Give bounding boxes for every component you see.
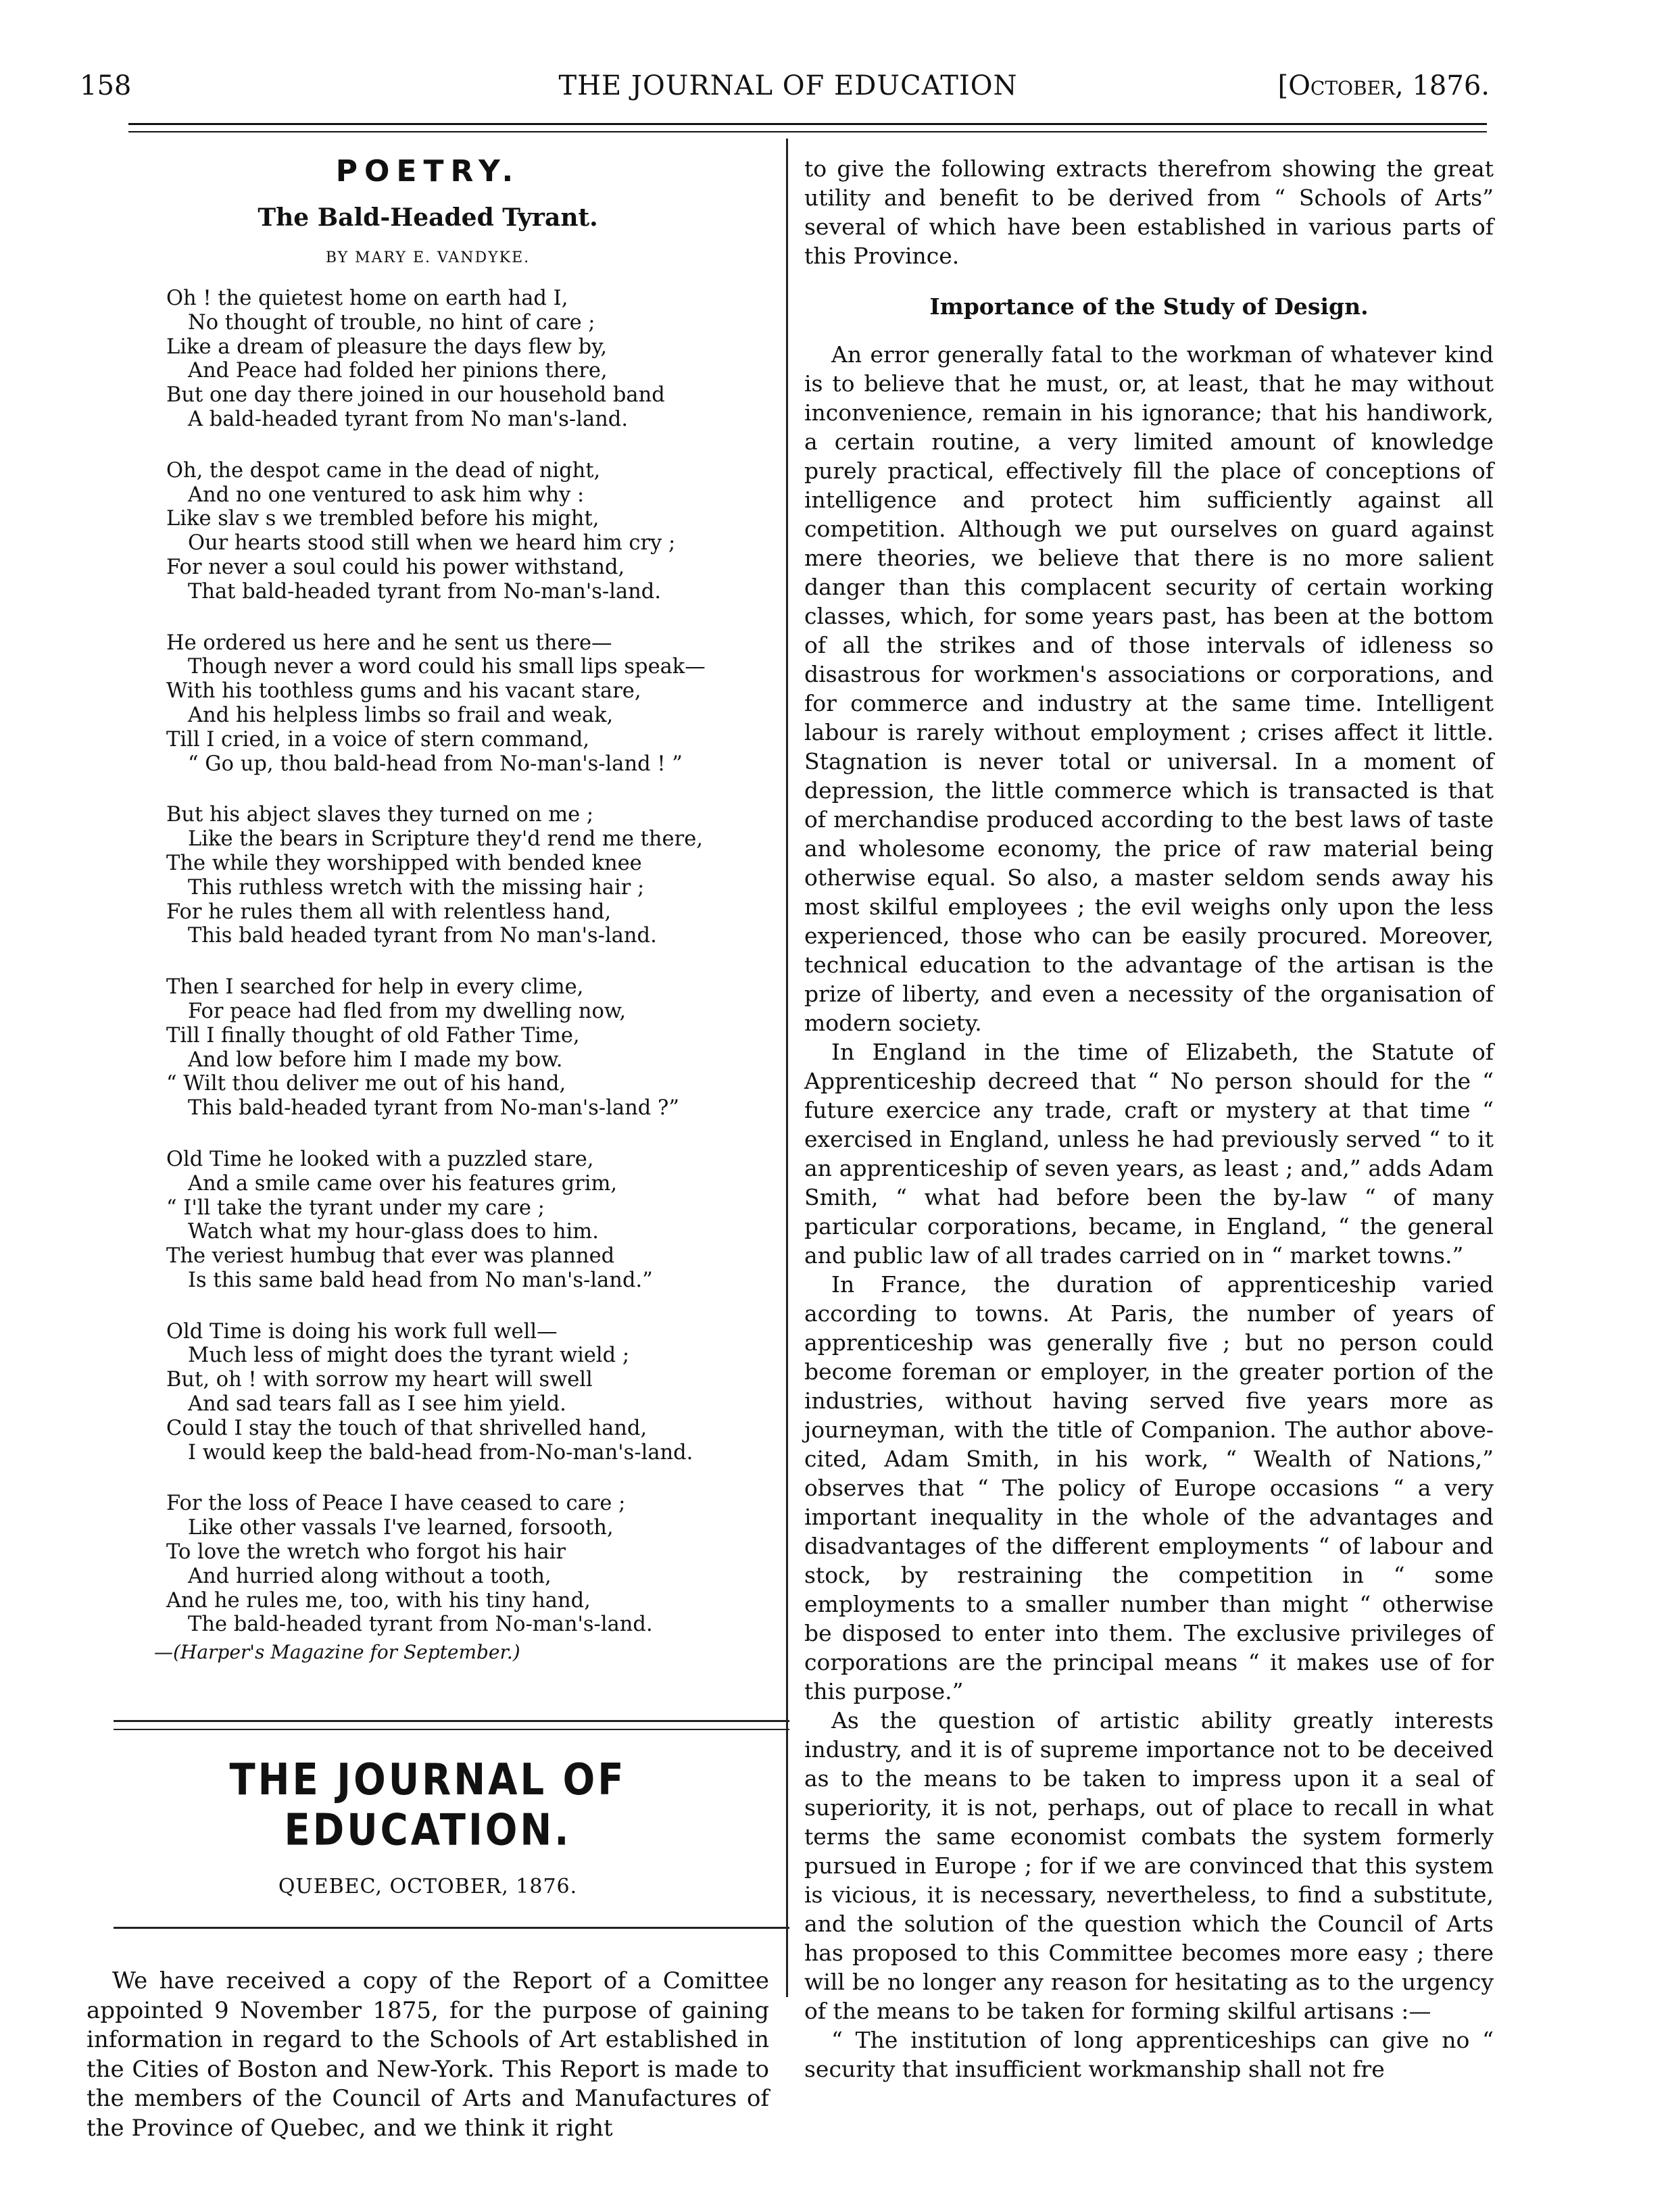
poem-line: And sad tears fall as I see him yield. <box>188 1392 566 1417</box>
poem-line: The veriest humbug that ever was planned <box>166 1244 615 1269</box>
poem-line: But one day there joined in our household band <box>166 383 665 408</box>
poem-line: Is this same bald head from No man's-land.” <box>188 1268 653 1292</box>
poem-line: Like a dream of pleasure the days flew by, <box>166 335 608 359</box>
article-paragraph: As the question of artistic ability greatly interests industry, and it is of supreme importance not to be deceived as to the means to be taken to impress upon it a seal of superiority, it is not, perhaps, out of place to recall in what terms the same economist combats the system formerly pursued in Europe ; for if we are convinced that this system is vicious, it is necessary, nevertheless, to find a substitute, and the solution of the question which the Council of Arts has proposed to this Committee becomes more easy ; there will be no longer any reason for hesitating as to the urgency of the means to be taken for forming skilful artisans :— <box>804 1707 1494 2024</box>
left-column <box>87 154 769 2166</box>
poem-line: Though never a word could his small lips speak— <box>188 655 706 679</box>
poem-line: For peace had fled from my dwelling now, <box>188 999 627 1023</box>
poem-stanza <box>166 1492 769 1637</box>
poem-stanza <box>166 287 769 432</box>
poem-line: And a smile came over his features grim, <box>188 1171 618 1196</box>
poem-line: A bald-headed tyrant from No man's-land. <box>188 407 629 431</box>
continuation-paragraph: to give the following extracts therefrom showing the great utility and benefit to be derived from “ Schools of Arts” several of which have been established in various parts of this Province. <box>804 155 1494 269</box>
poem-line: I would keep the bald-head from-No-man's-land. <box>188 1440 693 1465</box>
poem-line: Much less of might does the tyrant wield ; <box>188 1344 630 1368</box>
poem-line: That bald-headed tyrant from No-man's-land. <box>188 579 662 604</box>
poem-line: Like the bears in Scripture they'd rend me there, <box>188 827 703 852</box>
poem-line: And Peace had folded her pinions there, <box>188 359 608 383</box>
header-rule <box>128 123 1487 125</box>
poem-line: For never a soul could his power withstand, <box>166 555 625 579</box>
header-rule-thin <box>128 131 1487 132</box>
poem-line: “ Go up, thou bald-head from No-man's-land ! ” <box>188 752 683 776</box>
article-paragraph: An error generally fatal to the workman of whatever kind is to believe that he must, or, at least, that he may without inconvenience, remain in his ignorance; that his handiwork, a certain routine, a very limited amount of knowledge purely practical, effectively fill the place of conceptions of intelligence and protect him sufficiently against all competition. Although we put ourselves on guard against mere theories, we believe that there is no more salient danger than this complacent security of certain working classes, which, for some years past, has been at the bottom of all the strikes and of those intervals of idleness so disastrous for workmen's associations or corporations, and for commerce and industry at the same time. Intelligent labour is rarely without employment ; crises affect it little. Stagnation is never total or universal. In a moment of depression, the little commerce which is transacted is that of merchandise produced according to the best laws of taste and wholesome economy, the price of raw material being otherwise equal. So also, a master seldom sends away his most skilful employees ; the evil weighs only upon the less experienced, those who can be easily procured. Moreover, technical education to the advantage of the artisan is the prize of liberty, and even a necessity of the organisation of modern society. <box>804 341 1494 1036</box>
poem-line: No thought of trouble, no hint of care ; <box>188 310 595 335</box>
poem-line: Could I stay the touch of that shrivelled hand, <box>166 1416 647 1440</box>
poem-line: And he rules me, too, with his tiny hand, <box>166 1588 591 1613</box>
section-title: POETRY. <box>335 154 520 189</box>
poem-line: Then I searched for help in every clime, <box>166 975 584 1000</box>
poem-stanza <box>166 1148 769 1293</box>
poem-line: And hurried along without a tooth, <box>188 1564 552 1588</box>
masthead-title: THE JOURNAL OF EDUCATION. <box>229 1754 627 1856</box>
poem-line: Old Time he looked with a puzzled stare, <box>166 1147 594 1171</box>
article-paragraph: “ The institution of long apprenticeships can give no “ security that insufficient workmanship shall not fre <box>804 2027 1494 2082</box>
poem-line: But, oh ! with sorrow my heart will swell <box>166 1368 593 1392</box>
poem-line: For he rules them all with relentless hand, <box>166 900 612 924</box>
article-paragraph: In England in the time of Elizabeth, the Statute of Apprenticeship decreed that “ No person should for the “ future exercice any trade, craft or mystery at that time “ exercised in England, unless he had previously served “ to it an apprenticeship of seven years, as least ; and,” adds Adam Smith, “ what had before been the by-law “ of many particular corporations, became, in England, “ the general and public law of all trades carried on in “ market towns.” <box>804 1039 1494 1269</box>
poem-line: Till I finally thought of old Father Time, <box>166 1023 580 1048</box>
poem-line: Till I cried, in a voice of stern command, <box>166 727 590 752</box>
poem-stanza <box>166 803 769 948</box>
poem-line: With his toothless gums and his vacant stare, <box>166 679 641 704</box>
right-column <box>804 154 1494 2084</box>
article-paragraph: In France, the duration of apprenticeship varied according to towns. At Paris, the number of years of apprenticeship was generally five ; but no person could become foreman or employer, in the greater portion of the industries, without having served five years more as journeyman, with the title of Companion. The author above-cited, Adam Smith, in his work, “ Wealth of Nations,” observes that “ The policy of Europe occasions “ a very important inequality in the whole of the advantages and disadvantages of the different employments “ of labour and stock, by restraining the competition in “ some employments to a smaller number than might “ otherwise be disposed to enter into them. The exclusive privileges of corporations are the principal means “ it makes use of for this purpose.” <box>804 1271 1494 1704</box>
poem-line: But his abject slaves they turned on me ; <box>166 803 594 827</box>
poem-line: Like other vassals I've learned, forsooth, <box>188 1516 614 1540</box>
poem-stanza <box>166 631 769 777</box>
article-heading: Importance of the Study of Design. <box>929 293 1369 320</box>
masthead-rule <box>114 1927 789 1929</box>
poem-line: For the loss of Peace I have ceased to care ; <box>166 1492 626 1516</box>
poem-line: The bald-headed tyrant from No-man's-land. <box>188 1613 653 1637</box>
poem-line: Oh, the despot came in the dead of night, <box>166 458 601 483</box>
poem-stanza <box>166 459 769 604</box>
poem-line: Like slav s we trembled before his might, <box>166 507 599 531</box>
poem-body <box>87 287 769 1637</box>
poem-line: This ruthless wretch with the missing hair ; <box>188 875 645 900</box>
poem-line: To love the wretch who forgot his hair <box>166 1540 566 1565</box>
poem-line: The while they worshipped with bended knee <box>166 851 642 875</box>
poem-title: The Bald-Headed Tyrant. <box>258 203 598 232</box>
poem-stanza <box>166 1320 769 1465</box>
section-divider <box>114 1720 789 1730</box>
poem-line: Our hearts stood still when we heard him cry ; <box>188 531 676 556</box>
poem-stanza <box>166 975 769 1121</box>
column-divider <box>786 139 788 1997</box>
poem-attribution: —(Harper's Magazine for September.) <box>154 1641 520 1664</box>
page-header <box>80 70 1496 118</box>
masthead-dateline: QUEBEC, OCTOBER, 1876. <box>278 1875 578 1899</box>
poem-line: And no one ventured to ask him why : <box>188 483 585 507</box>
poem-line: And low before him I made my bow. <box>188 1048 563 1072</box>
poem-line: He ordered us here and he sent us there— <box>166 631 612 655</box>
poem-author: BY MARY E. VANDYKE. <box>325 249 531 266</box>
running-title: THE JOURNAL OF EDUCATION <box>558 70 1018 101</box>
poem-line: Oh ! the quietest home on earth had I, <box>166 287 568 310</box>
poem-line: “ Wilt thou deliver me out of his hand, <box>166 1072 566 1096</box>
poem-line: “ I'll take the tyrant under my care ; <box>166 1196 545 1220</box>
poem-line: Watch what my hour-glass does to him. <box>188 1220 599 1244</box>
editorial-paragraph: We have received a copy of the Report of a Comittee appointed 9 November 1875, for the purpose of gaining information in regard to the Schools of Art established in the Cities of Boston and New-York. This Report is made to the members of the Council of Arts and Manufactures of the Province of Quebec, and we think it right <box>87 1967 769 2142</box>
issue-date: [October, 1876. <box>1277 70 1490 101</box>
poem-line: This bald headed tyrant from No man's-land. <box>188 924 657 948</box>
poem-line: And his helpless limbs so frail and weak, <box>188 703 614 727</box>
page-number: 158 <box>80 70 132 101</box>
poem-line: This bald-headed tyrant from No-man's-land ?” <box>188 1096 679 1121</box>
poem-line: Old Time is doing his work full well— <box>166 1319 558 1344</box>
